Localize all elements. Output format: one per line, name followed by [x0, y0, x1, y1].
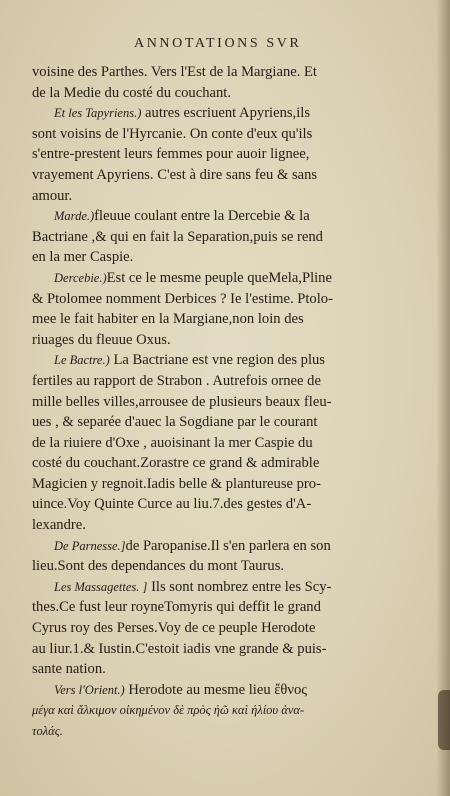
- text-line: sante nation.: [32, 661, 106, 678]
- paragraph: [32, 206, 430, 268]
- text-line: en la mer Caspie.: [32, 249, 134, 266]
- text-line: thes.Ce fust leur royneTomyris qui deffit le grand: [32, 599, 321, 616]
- text-line: lieu.Sont des dependances du mont Taurus.: [32, 558, 285, 575]
- lemma: Et les Tapyriens.): [54, 106, 142, 121]
- lemma: Dercebie.): [54, 270, 107, 285]
- text-line: amour.: [32, 187, 73, 204]
- text-line: ues , & separée d'auec la Sogdiane par le courant: [32, 414, 318, 431]
- text-line: [32, 206, 430, 227]
- text-line: [32, 680, 430, 701]
- text-line: uince.Voy Quinte Curce au liu.7.des gestes d'A-: [32, 496, 312, 513]
- text-line: Cyrus roy des Perses.Voy de ce peuple Herodote: [32, 620, 316, 637]
- text-segment: Ils sont nombrez entre les Scy-: [151, 578, 332, 595]
- text-line: lexandre.: [32, 517, 86, 534]
- paragraph: [32, 680, 430, 742]
- text-line: [32, 577, 430, 598]
- text-line: [32, 350, 430, 371]
- greek-text-line: τολάς.: [32, 724, 63, 738]
- text-segment: Herodote au mesme lieu ἔθνος: [128, 681, 308, 698]
- running-head: ANNOTATIONS SVR: [134, 36, 302, 51]
- lemma: Le Bactre.): [54, 353, 110, 368]
- text-line: mee le fait habiter en la Margiane,non loin des: [32, 311, 304, 328]
- paragraph: [32, 577, 430, 680]
- text-line: [32, 268, 430, 289]
- text-line: & Ptolomee nomment Derbices ? Ie l'estime. Ptolo-: [32, 290, 333, 307]
- paragraph: [32, 62, 430, 103]
- text-line: [32, 536, 430, 557]
- paragraph: [32, 350, 430, 535]
- paragraph: [32, 268, 430, 350]
- text-line: riuages du fleuue Oxus.: [32, 331, 171, 348]
- text-line: Magicien y regnoit.Iadis belle & plantureuse pro-: [32, 475, 321, 492]
- text-line: costé du couchant.Zorastre ce grand & admirable: [32, 455, 320, 472]
- page-edge-shadow: [436, 0, 450, 796]
- text-line: mille belles villes,arrousee de plusieurs beaux fleu-: [32, 393, 332, 410]
- text-segment: La Bactriane est vne region des plus: [113, 352, 325, 369]
- text-line: fertiles au rapport de Strabon . Autrefois ornee de: [32, 372, 321, 389]
- text-segment: de Paropanise.Il s'en parlera en son: [125, 537, 331, 554]
- lemma: Marde.): [54, 209, 95, 224]
- text-line: de la Medie du costé du couchant.: [32, 84, 231, 101]
- lemma: Vers l'Orient.): [54, 682, 125, 697]
- text-line: Bactriane ,& qui en fait la Separation,puis se rend: [32, 228, 323, 245]
- greek-text-line: μέγα καὶ ἄλκιμον οἰκημένον δὲ πρὸς ἠῶ καὶ ἡλίου ἀνα-: [32, 703, 305, 718]
- text-line: sont voisins de l'Hyrcanie. On conte d'eux qu'ils: [32, 125, 313, 142]
- text-line: de la riuiere d'Oxe , auoisinant la mer Caspie du: [32, 434, 313, 451]
- text-line: voisine des Parthes. Vers l'Est de la Margiane. Et: [32, 64, 317, 80]
- text-line: vrayement Apyriens. C'est à dire sans feu & sans: [32, 166, 318, 183]
- text-line: au liur.1.& Iustin.C'estoit iadis vne grande & puis-: [32, 640, 327, 657]
- text-segment: autres escriuent Apyriens,ils: [145, 105, 310, 122]
- paragraph: [32, 536, 430, 577]
- page-stain: [438, 690, 450, 750]
- text-line: s'entre-prestent leurs femmes pour auoir lignee,: [32, 146, 310, 163]
- lemma: Les Massagettes. ]: [54, 579, 148, 594]
- paragraph: [32, 103, 430, 206]
- text-segment: Est ce le mesme peuple queMela,Pline: [106, 269, 332, 286]
- page-text: [32, 62, 430, 742]
- text-segment: fleuue coulant entre la Dercebie & la: [94, 208, 310, 225]
- text-line: [32, 103, 430, 124]
- lemma: De Parnesse.]: [54, 538, 126, 553]
